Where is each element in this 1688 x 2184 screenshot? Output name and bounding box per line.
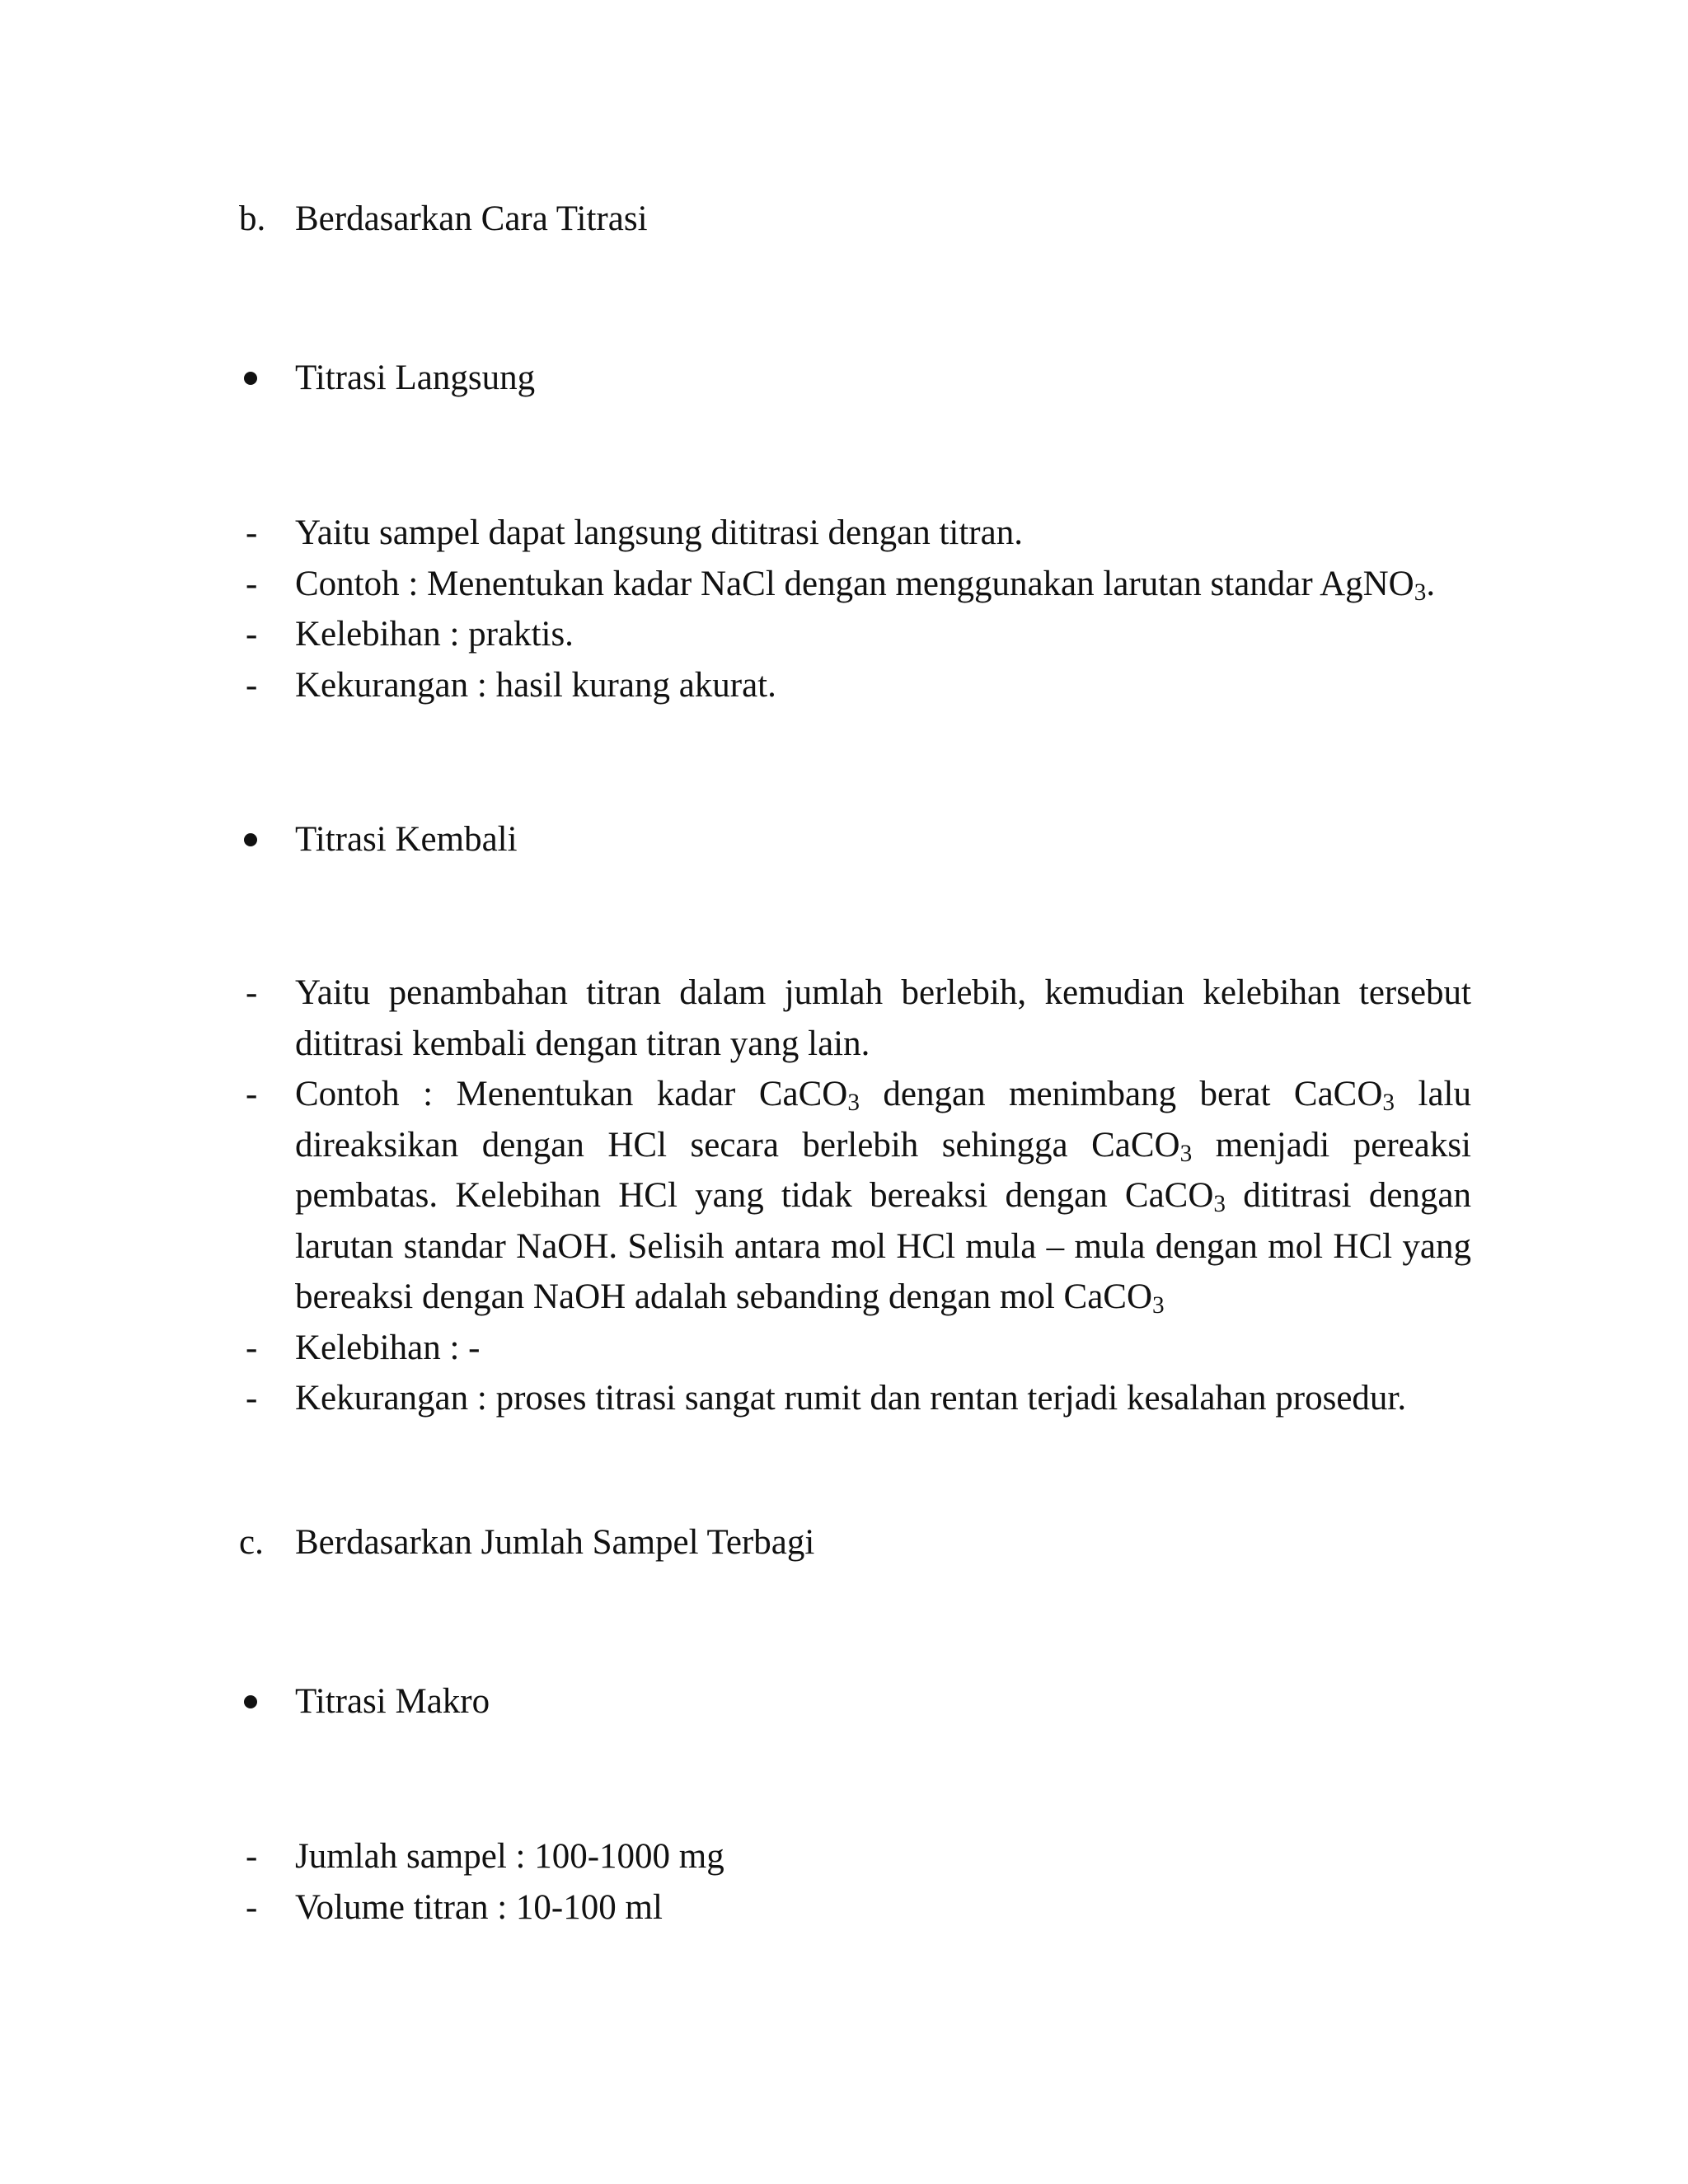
section-c-marker: c. (239, 1523, 264, 1562)
list-item-text: menjadi pereaksi pembatas. Kelebihan HCl yang tidak bereaksi dengan CaCO (295, 1125, 1471, 1215)
list-item (239, 559, 1471, 610)
section-b-marker: b. (239, 199, 266, 238)
section-c-heading (239, 1517, 1471, 1568)
subscript: 3 (1179, 1140, 1193, 1167)
dash-marker: - (246, 1887, 258, 1927)
list-item (239, 1831, 1471, 1882)
list-item-text: Kekurangan : hasil kurang akurat. (295, 665, 776, 705)
dash-marker: - (246, 615, 258, 654)
list-item-text: Kekurangan : proses titrasi sangat rumit dan rentan terjadi kesalahan prosedur. (295, 1379, 1407, 1418)
titrasi-kembali-heading: Titrasi Kembali (295, 820, 518, 859)
list-item-text: Jumlah sampel : 100-1000 mg (295, 1837, 724, 1876)
list-item-text: Yaitu sampel dapat langsung dititrasi dengan titran. (295, 513, 1023, 552)
bullet-icon (244, 833, 257, 846)
list-item-text: . (1426, 564, 1436, 603)
titrasi-makro-list (239, 1831, 1471, 1933)
subscript: 3 (1414, 579, 1427, 606)
list-item (239, 1069, 1471, 1323)
dash-marker: - (246, 665, 258, 705)
bullet-icon (244, 372, 257, 385)
list-item-text: Kelebihan : - (295, 1328, 481, 1367)
subscript: 3 (1213, 1190, 1226, 1217)
bullet-titrasi-langsung (239, 353, 1471, 404)
list-item-text: lalu direaksikan dengan HCl secara berlebih sehingga CaCO (295, 1075, 1471, 1165)
subscript: 3 (847, 1089, 860, 1116)
dash-marker: - (246, 1837, 258, 1876)
list-item-text: dengan menimbang berat CaCO (859, 1075, 1383, 1113)
subscript: 3 (1382, 1089, 1395, 1116)
bullet-icon (244, 1695, 257, 1708)
subscript: 3 (1152, 1291, 1165, 1319)
dash-marker: - (246, 1075, 258, 1113)
titrasi-langsung-list (239, 508, 1471, 710)
titrasi-langsung-heading: Titrasi Langsung (295, 359, 536, 397)
section-b-title: Berdasarkan Cara Titrasi (295, 199, 648, 238)
titrasi-makro-heading: Titrasi Makro (295, 1682, 490, 1721)
dash-marker: - (246, 513, 258, 552)
dash-marker: - (246, 1379, 258, 1418)
list-item (239, 1373, 1471, 1424)
bullet-titrasi-makro (239, 1676, 1471, 1727)
list-item-text: Yaitu penambahan titran dalam jumlah berlebih, kemudian kelebihan tersebut dititrasi kembali dengan titran yang lain. (295, 973, 1471, 1063)
dash-marker: - (246, 973, 258, 1012)
list-item (239, 968, 1471, 1069)
list-item-text: Kelebihan : praktis. (295, 615, 574, 654)
list-item-text: dititrasi dengan larutan standar NaOH. Selisih antara mol HCl mula – mula dengan mol HCl yang bereaksi dengan NaOH adalah sebanding dengan mol CaCO (295, 1176, 1471, 1316)
dash-marker: - (246, 1328, 258, 1367)
dash-marker: - (246, 564, 258, 603)
section-c-title: Berdasarkan Jumlah Sampel Terbagi (295, 1523, 815, 1562)
list-item (239, 508, 1471, 559)
list-item-text: Contoh : Menentukan kadar NaCl dengan menggunakan larutan standar AgNO (295, 564, 1414, 603)
list-item-text: Volume titran : 10-100 ml (295, 1887, 663, 1927)
titrasi-kembali-list (239, 968, 1471, 1424)
list-item (239, 609, 1471, 660)
list-item-text: Contoh : Menentukan kadar CaCO (295, 1075, 848, 1113)
list-item (239, 660, 1471, 711)
section-b-heading (239, 194, 1471, 245)
list-item (239, 1882, 1471, 1933)
bullet-titrasi-kembali (239, 814, 1471, 865)
list-item (239, 1323, 1471, 1374)
